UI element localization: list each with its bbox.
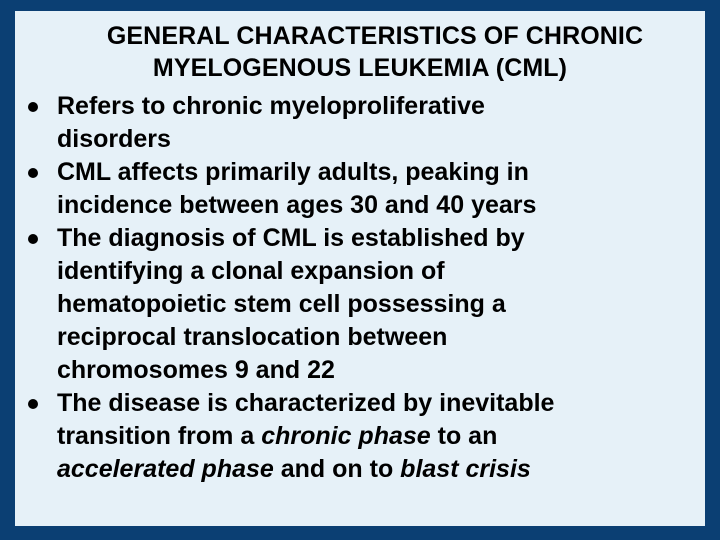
bullet-line: reciprocal translocation between: [57, 323, 448, 351]
bullet-line: [57, 420, 695, 453]
bullet-dot-icon: [28, 399, 38, 409]
slide-title: [15, 20, 705, 84]
term-accelerated-phase: accelerated phase: [57, 455, 274, 483]
bullet-dot-icon: [28, 168, 38, 178]
bullet-dot-icon: [28, 234, 38, 244]
bullet-item: [15, 222, 695, 387]
bullet-line: [57, 453, 695, 486]
bullet-item: [15, 90, 695, 156]
bullet-line: identifying a clonal expansion of: [57, 257, 445, 285]
bullet-item: [15, 156, 695, 222]
bullet-dot-icon: [28, 102, 38, 112]
bullet-text: and on to: [273, 455, 401, 483]
term-blast-crisis: blast crisis: [400, 455, 531, 483]
bullet-line: hematopoietic stem cell possessing a: [57, 290, 506, 318]
bullet-line: incidence between ages 30 and 40 years: [57, 191, 537, 219]
title-line-2: MYELOGENOUS LEUKEMIA (CML): [152, 54, 568, 82]
bullet-line: CML affects primarily adults, peaking in: [57, 158, 529, 186]
bullet-line: Refers to chronic myeloproliferative: [57, 92, 485, 120]
bullet-text: to an: [430, 422, 498, 450]
bullet-item: [15, 387, 695, 486]
bullet-list: [15, 90, 695, 486]
term-chronic-phase: chronic phase: [261, 422, 431, 450]
bullet-line: The disease is characterized by inevitable: [57, 389, 555, 417]
title-line-1: GENERAL CHARACTERISTICS OF CHRONIC: [106, 22, 644, 50]
bullet-line: chromosomes 9 and 22: [57, 356, 335, 384]
bullet-text: transition from a: [57, 422, 262, 450]
slide: [15, 11, 705, 526]
bullet-line: disorders: [57, 125, 171, 153]
bullet-line: The diagnosis of CML is established by: [57, 224, 525, 252]
